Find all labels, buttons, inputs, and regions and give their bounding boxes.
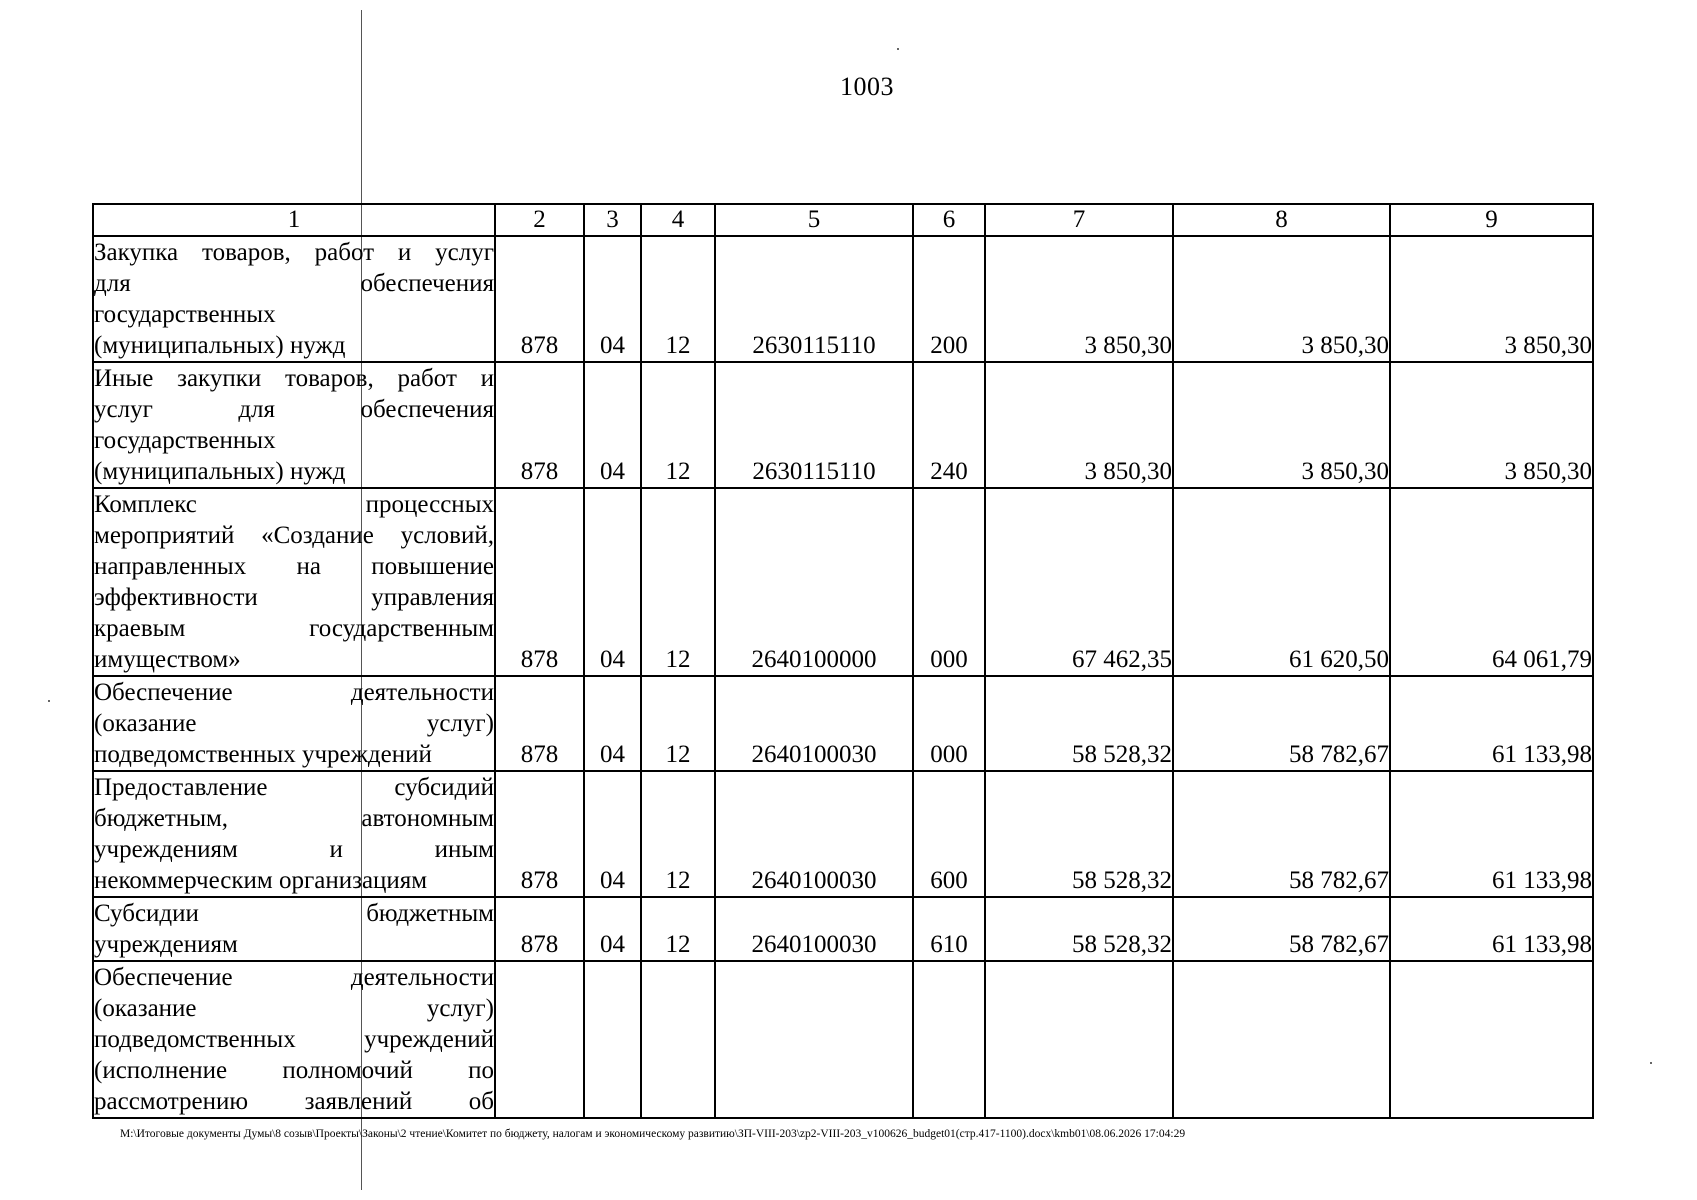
cell-col7: 67 462,35 (985, 488, 1173, 676)
description-line: Предоставление субсидий (94, 774, 494, 801)
description-line: для обеспечения (94, 270, 494, 297)
file-path-footer: M:\Итоговые документы Думы\8 созыв\Проекты\Законы\2 чтение\Комитет по бюджету, налогам и экономическому развитию\ЗП-VIII-203\zp2-VIII-203_v100626_budget01(стр.417-1100).docx\kmb01\08.06.2026 17:04:29 (120, 1128, 1186, 1140)
cell-col7: 58 528,32 (985, 897, 1173, 961)
description-line: учреждениям и иным (94, 836, 494, 863)
cell-col6: 610 (913, 897, 985, 961)
cell-col8: 58 782,67 (1173, 771, 1390, 897)
table-row (93, 676, 1593, 771)
scan-speck (1650, 1062, 1652, 1064)
description-line: Субсидии бюджетным (94, 900, 494, 927)
description-line: (оказание услуг) (94, 995, 494, 1022)
row-description (93, 236, 495, 362)
table-row (93, 236, 1593, 362)
cell-col5: 2630115110 (715, 362, 913, 488)
column-header: 7 (985, 204, 1173, 236)
cell-col9: 61 133,98 (1390, 897, 1593, 961)
cell-col2: 878 (495, 488, 584, 676)
description-line: мероприятий «Создание условий, (94, 522, 494, 549)
column-header: 5 (715, 204, 913, 236)
column-header: 3 (584, 204, 641, 236)
cell-col4: 12 (641, 676, 715, 771)
column-header: 2 (495, 204, 584, 236)
table-row (93, 488, 1593, 676)
table-row (93, 362, 1593, 488)
description-line: бюджетным, автономным (94, 805, 494, 832)
cell-col6: 240 (913, 362, 985, 488)
row-description (93, 771, 495, 897)
row-description (93, 961, 495, 1118)
cell-col7 (985, 961, 1173, 1118)
cell-col4: 12 (641, 488, 715, 676)
row-description (93, 488, 495, 676)
cell-col8: 3 850,30 (1173, 362, 1390, 488)
cell-col3: 04 (584, 897, 641, 961)
description-line: Комплекс процессных (94, 491, 494, 518)
cell-col9: 3 850,30 (1390, 236, 1593, 362)
cell-col5: 2640100030 (715, 771, 913, 897)
description-line: имуществом» (94, 646, 241, 673)
cell-col6: 200 (913, 236, 985, 362)
description-line: государственных (94, 427, 276, 454)
column-header: 9 (1390, 204, 1593, 236)
cell-col3: 04 (584, 362, 641, 488)
cell-col7: 3 850,30 (985, 236, 1173, 362)
cell-col8: 61 620,50 (1173, 488, 1390, 676)
row-description (93, 362, 495, 488)
column-header: 4 (641, 204, 715, 236)
description-line: направленных на повышение (94, 553, 494, 580)
cell-col5 (715, 961, 913, 1118)
cell-col2: 878 (495, 236, 584, 362)
cell-col3: 04 (584, 236, 641, 362)
column-header: 8 (1173, 204, 1390, 236)
cell-col7: 3 850,30 (985, 362, 1173, 488)
page-number: 1003 (840, 72, 894, 101)
column-header: 1 (93, 204, 495, 236)
cell-col8 (1173, 961, 1390, 1118)
cell-col2: 878 (495, 897, 584, 961)
description-line: рассмотрению заявлений об (94, 1088, 494, 1115)
description-line: (муниципальных) нужд (94, 332, 346, 359)
cell-col2: 878 (495, 362, 584, 488)
cell-col2: 878 (495, 771, 584, 897)
row-description (93, 897, 495, 961)
cell-col3: 04 (584, 771, 641, 897)
description-line: учреждениям (94, 931, 238, 958)
cell-col4: 12 (641, 236, 715, 362)
description-line: Обеспечение деятельности (94, 964, 494, 991)
description-line: (муниципальных) нужд (94, 458, 346, 485)
table-row (93, 897, 1593, 961)
cell-col4: 12 (641, 897, 715, 961)
description-line: краевым государственным (94, 615, 494, 642)
cell-col6: 600 (913, 771, 985, 897)
cell-col2 (495, 961, 584, 1118)
description-line: Иные закупки товаров, работ и (94, 365, 494, 392)
cell-col3: 04 (584, 676, 641, 771)
cell-col7: 58 528,32 (985, 771, 1173, 897)
description-line: (оказание услуг) (94, 710, 494, 737)
cell-col9: 61 133,98 (1390, 771, 1593, 897)
table-row (93, 771, 1593, 897)
scan-speck (48, 700, 50, 702)
scan-speck (897, 48, 899, 50)
cell-col8: 3 850,30 (1173, 236, 1390, 362)
cell-col4 (641, 961, 715, 1118)
cell-col5: 2640100000 (715, 488, 913, 676)
cell-col4: 12 (641, 362, 715, 488)
budget-table (92, 203, 1594, 1119)
description-line: подведомственных учреждений (94, 1026, 494, 1053)
description-line: Обеспечение деятельности (94, 679, 494, 706)
description-line: (исполнение полномочий по (94, 1057, 494, 1084)
cell-col8: 58 782,67 (1173, 897, 1390, 961)
column-header: 6 (913, 204, 985, 236)
cell-col9: 61 133,98 (1390, 676, 1593, 771)
cell-col7: 58 528,32 (985, 676, 1173, 771)
cell-col2: 878 (495, 676, 584, 771)
cell-col5: 2630115110 (715, 236, 913, 362)
cell-col6: 000 (913, 488, 985, 676)
cell-col6: 000 (913, 676, 985, 771)
description-line: подведомственных учреждений (94, 741, 432, 768)
description-line: услуг для обеспечения (94, 396, 494, 423)
table-row (93, 961, 1593, 1118)
description-line: Закупка товаров, работ и услуг (94, 239, 494, 266)
cell-col5: 2640100030 (715, 676, 913, 771)
cell-col3 (584, 961, 641, 1118)
cell-col9 (1390, 961, 1593, 1118)
description-line: некоммерческим организациям (94, 867, 428, 894)
cell-col8: 58 782,67 (1173, 676, 1390, 771)
cell-col3: 04 (584, 488, 641, 676)
row-description (93, 676, 495, 771)
cell-col9: 64 061,79 (1390, 488, 1593, 676)
description-line: государственных (94, 301, 276, 328)
cell-col5: 2640100030 (715, 897, 913, 961)
table-header-row (93, 204, 1593, 236)
cell-col6 (913, 961, 985, 1118)
description-line: эффективности управления (94, 584, 494, 611)
cell-col9: 3 850,30 (1390, 362, 1593, 488)
cell-col4: 12 (641, 771, 715, 897)
